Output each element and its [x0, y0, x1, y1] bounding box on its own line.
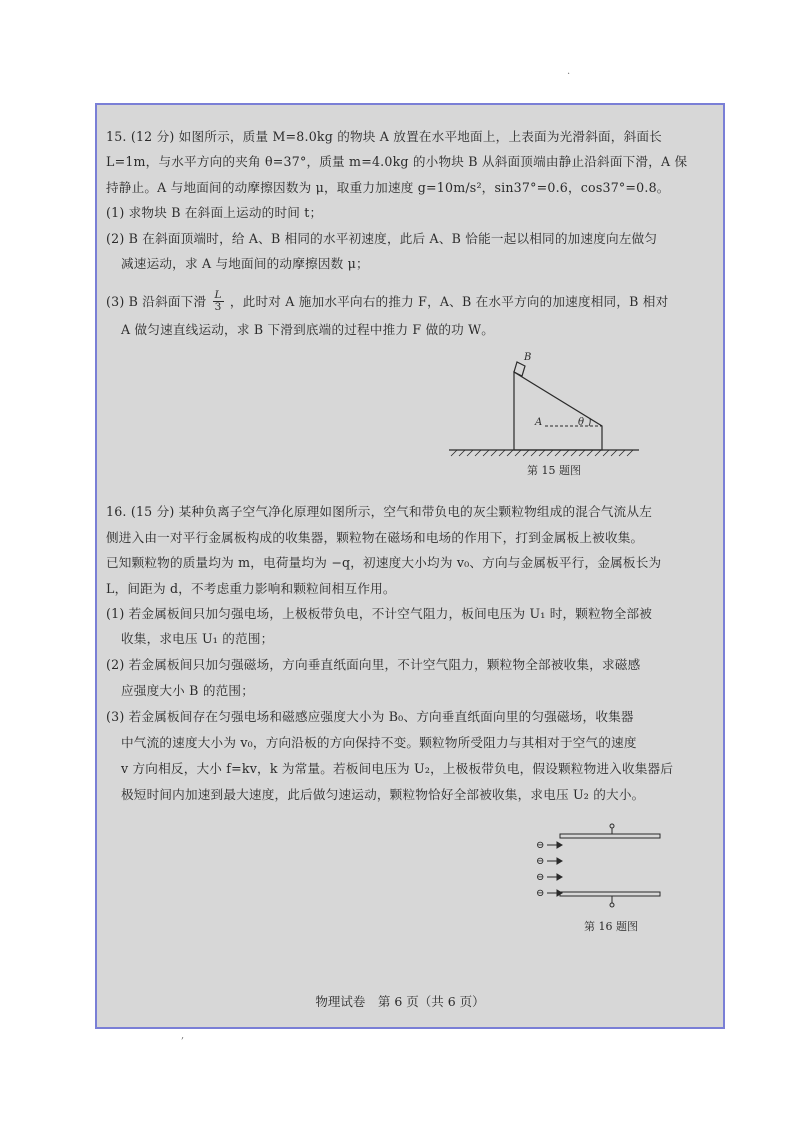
q15-sub3: [106, 291, 668, 314]
q16-sub1: (1) 若金属板间只加匀强电场，上极板带负电，不计空气阻力，板间电压为 U₁ 时，颗粒物全部被: [106, 606, 653, 621]
page-footer: 物理试卷 第 6 页（共 6 页）: [315, 994, 485, 1009]
q15-sub3-pre: (3) B 沿斜面下滑: [106, 294, 207, 309]
angle-arc: [589, 418, 590, 426]
particle-icon: ⊖: [536, 888, 545, 899]
fraction-numerator: L: [214, 289, 222, 301]
label-b: B: [524, 352, 532, 363]
lower-plate: [560, 892, 660, 896]
q16-sub3: v 方向相反，大小 f=kv，k 为常量。若板间电压为 U₂，上极板带负电，假设颗粒物进入收集器后: [121, 761, 674, 776]
upper-terminal-dot: [610, 824, 614, 828]
figure-16: [530, 822, 670, 914]
figure-15: [445, 348, 645, 460]
q16-line: L，间距为 d，不考虑重力影响和颗粒间相互作用。: [106, 581, 396, 596]
scan-dot: ,: [181, 1030, 185, 1041]
q16-line: 16. (15 分) 某种负离子空气净化原理如图所示，空气和带负电的灰尘颗粒物组成的混合气流从左: [106, 504, 653, 519]
q16-sub1: 收集，求电压 U₁ 的范围；: [121, 631, 274, 646]
q15-line: L=1m，与水平方向的夹角 θ=37°，质量 m=4.0kg 的小物块 B 从斜面顶端由静止沿斜面下滑，A 保: [106, 154, 688, 169]
label-a: A: [535, 417, 543, 428]
lower-terminal-dot: [610, 903, 614, 907]
fraction-denominator: 3: [214, 301, 222, 313]
wedge-block-a: [514, 372, 602, 450]
particle-icon: ⊖: [536, 840, 545, 851]
particle-icon: ⊖: [536, 856, 545, 867]
scan-dot: .: [567, 66, 571, 77]
q15-sub3: A 做匀速直线运动，求 B 下滑到底端的过程中推力 F 做的功 W。: [121, 322, 495, 337]
figure-15-caption: 第 15 题图: [527, 464, 581, 477]
fraction: [213, 290, 224, 313]
upper-plate: [560, 834, 660, 838]
q15-line: 15. (12 分) 如图所示，质量 M=8.0kg 的物块 A 放置在水平地面上，上表面为光滑斜面，斜面长: [106, 129, 662, 144]
label-theta: θ: [578, 417, 585, 428]
q16-sub2: 应强度大小 B 的范围；: [121, 683, 255, 698]
q16-sub3: (3) 若金属板间存在匀强电场和磁感应强度大小为 B₀、方向垂直纸面向里的匀强磁场，收集器: [106, 709, 634, 724]
q16-line: 侧进入由一对平行金属板构成的收集器，颗粒物在磁场和电场的作用下，打到金属板上被收集。: [106, 530, 644, 545]
q16-sub3: 极短时间内加速到最大速度，此后做匀速运动，颗粒物恰好全部被收集，求电压 U₂ 的大小。: [121, 787, 645, 802]
q16-line: 已知颗粒物的质量均为 m，电荷量均为 −q，初速度大小均为 v₀、方向与金属板平行，金属板长为: [106, 555, 662, 570]
q15-sub3-post: ，此时对 A 施加水平向右的推力 F，A、B 在水平方向的加速度相同，B 相对: [229, 294, 669, 309]
particle-icon: ⊖: [536, 872, 545, 883]
ground-hatch: [451, 450, 633, 456]
q16-sub3: 中气流的速度大小为 v₀，方向沿板的方向保持不变。颗粒物所受阻力与其相对于空气的速度: [121, 735, 637, 750]
q15-sub2: 减速运动，求 A 与地面间的动摩擦因数 μ；: [121, 256, 369, 271]
q16-sub2: (2) 若金属板间只加匀强磁场，方向垂直纸面向里，不计空气阻力，颗粒物全部被收集，求磁感: [106, 657, 641, 672]
q15-sub2: (2) B 在斜面顶端时，给 A、B 相同的水平初速度，此后 A、B 恰能一起以相同的加速度向左做匀: [106, 231, 658, 246]
figure-16-caption: 第 16 题图: [584, 920, 638, 933]
small-block-b: [514, 362, 525, 376]
q15-sub1: (1) 求物块 B 在斜面上运动的时间 t；: [106, 205, 323, 220]
q15-line: 持静止。A 与地面间的动摩擦因数为 μ，取重力加速度 g=10m/s²，sin37°=0.6，cos37°=0.8。: [106, 180, 670, 195]
